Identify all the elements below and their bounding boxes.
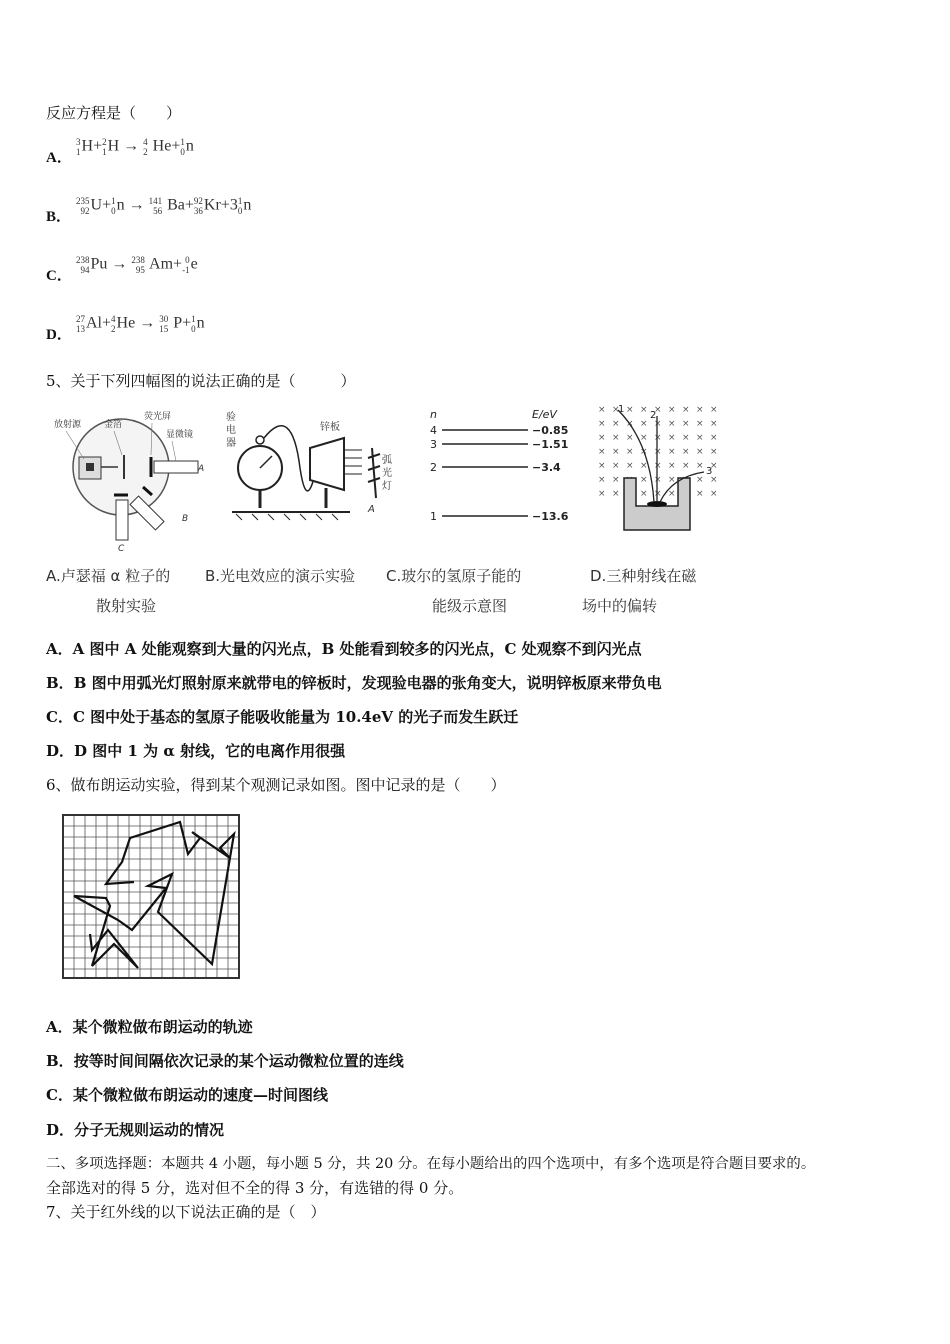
- plus-sign: +: [93, 137, 103, 155]
- field-cross: ×: [626, 419, 634, 429]
- field-cross: ×: [654, 475, 662, 485]
- caption-c-line1: C.玻尔的氢原子能的: [386, 567, 522, 585]
- field-cross: ×: [682, 461, 690, 471]
- q5-option-d[interactable]: [46, 741, 345, 761]
- field-cross: ×: [696, 461, 704, 471]
- field-cross: ×: [668, 447, 676, 457]
- field-cross: ×: [668, 475, 676, 485]
- field-cross: ×: [710, 405, 718, 415]
- q5-option-a[interactable]: [46, 639, 642, 659]
- element-symbol: Ba: [163, 196, 185, 214]
- atomic-number: 0: [191, 324, 196, 334]
- nuclide: [180, 137, 194, 157]
- element-symbol: e: [190, 255, 198, 273]
- q6-stem: 6、做布朗运动实验，得到某个观测记录如图。图中记录的是（ ）: [46, 776, 506, 794]
- plus-sign: +: [171, 137, 181, 155]
- nuclide: [182, 255, 198, 275]
- field-cross: ×: [626, 447, 634, 457]
- q6-option-b-text: 按等时间间隔依次记录的某个运动微粒位置的连线: [73, 1052, 404, 1070]
- plus-sign: +: [173, 255, 183, 273]
- element-symbol: He: [116, 314, 136, 332]
- field-cross: ×: [682, 447, 690, 457]
- atomic-number: 1: [76, 147, 81, 157]
- figure-rays-magnetic: [592, 402, 722, 532]
- q5-option-b[interactable]: [46, 673, 662, 693]
- element-symbol: P: [169, 314, 183, 332]
- q6-option-c[interactable]: [46, 1085, 328, 1105]
- level-energy-label: −1.51: [532, 438, 569, 451]
- mass-number: 30: [159, 314, 169, 324]
- reaction-arrow: →: [119, 137, 144, 155]
- caption-a-line1: A.卢瑟福 α 粒子的: [46, 567, 171, 585]
- field-cross: ×: [654, 419, 662, 429]
- mass-number: 1: [191, 314, 196, 324]
- field-cross: ×: [640, 461, 648, 471]
- field-cross: ×: [654, 447, 662, 457]
- nuclide: [159, 314, 182, 334]
- figure-brownian-grid: [62, 814, 242, 980]
- field-cross: ×: [710, 475, 718, 485]
- caption-c-line2: 能级示意图: [432, 597, 508, 615]
- caption-a-line2: 散射实验: [96, 597, 157, 615]
- q5-option-c[interactable]: [46, 707, 518, 727]
- q4-option-c-label[interactable]: C．: [46, 268, 72, 284]
- q5-option-a-text: A 图中 A 处能观察到大量的闪光点，B 处能看到较多的闪光点，C 处观察不到闪光点: [72, 640, 642, 658]
- label-c: C: [118, 544, 125, 554]
- level-n-label: 2: [430, 461, 437, 474]
- field-cross: ×: [696, 419, 704, 429]
- q5-option-d-label: D．: [46, 742, 75, 760]
- q6-option-c-label: C．: [46, 1086, 73, 1104]
- field-cross: ×: [640, 433, 648, 443]
- label-foil: 金箔: [104, 420, 123, 430]
- element-symbol: He: [148, 137, 172, 155]
- nuclide: [149, 196, 185, 216]
- atomic-number: 13: [76, 324, 85, 334]
- q7-stem: 7、关于红外线的以下说法正确的是（ ）: [46, 1203, 326, 1221]
- magnetic-field-crosses: [598, 405, 718, 499]
- field-cross: ×: [696, 405, 704, 415]
- mass-number: 2: [102, 137, 107, 147]
- q5-stem: 5、关于下列四幅图的说法正确的是（ ）: [46, 372, 356, 390]
- label-n: n: [430, 408, 437, 421]
- caption-d-line1: D.三种射线在磁: [590, 567, 697, 585]
- reaction-arrow: →: [124, 196, 149, 214]
- field-cross: ×: [612, 461, 620, 471]
- q6-option-d[interactable]: [46, 1120, 224, 1140]
- field-cross: ×: [626, 405, 634, 415]
- field-cross: ×: [612, 447, 620, 457]
- label-lamp-a: A: [368, 504, 375, 515]
- figure-energy-levels: [420, 404, 580, 530]
- q4-option-b-label[interactable]: B．: [46, 209, 72, 225]
- label-microscope: 显微镜: [166, 430, 194, 440]
- field-cross: ×: [598, 419, 606, 429]
- element-symbol: n: [116, 196, 125, 214]
- nuclide: [102, 137, 119, 157]
- mass-number: 4: [111, 314, 116, 324]
- q5-option-b-text: B 图中用弧光灯照射原来就带电的锌板时，发现验电器的张角变大，说明锌板原来带负电: [73, 674, 662, 692]
- field-cross: ×: [696, 475, 704, 485]
- mass-number: 1: [180, 137, 185, 147]
- plus-sign: +: [102, 196, 112, 214]
- mass-number: 238: [131, 255, 145, 265]
- field-cross: ×: [640, 405, 648, 415]
- nuclide: [111, 196, 125, 216]
- atomic-number: 0: [237, 206, 243, 216]
- q6-option-d-label: D．: [46, 1121, 75, 1139]
- atomic-number: 36: [193, 206, 203, 216]
- field-cross: ×: [668, 461, 676, 471]
- q6-option-a-label: A．: [46, 1018, 73, 1036]
- field-cross: ×: [626, 433, 634, 443]
- plus-sign: +: [184, 196, 194, 214]
- field-cross: ×: [682, 405, 690, 415]
- label-screen: 荧光屏: [144, 412, 172, 422]
- field-cross: ×: [598, 447, 606, 457]
- field-cross: ×: [696, 447, 704, 457]
- atomic-number: 2: [111, 324, 116, 334]
- label-electroscope-1: 验: [226, 412, 236, 423]
- q6-option-c-text: 某个微粒做布朗运动的速度—时间图线: [72, 1086, 328, 1104]
- mass-number: 141: [148, 196, 163, 206]
- field-cross: ×: [696, 489, 704, 499]
- plus-sign: +: [220, 196, 230, 214]
- label-arc-lamp-2: 光: [382, 468, 392, 479]
- atomic-number: 1: [102, 147, 107, 157]
- q4-option-d-label[interactable]: D．: [46, 327, 72, 343]
- mass-number: 92: [193, 196, 203, 206]
- mass-number: 235: [76, 196, 90, 206]
- q6-option-b[interactable]: [46, 1051, 404, 1071]
- field-cross: ×: [612, 405, 620, 415]
- field-cross: ×: [640, 419, 648, 429]
- field-cross: ×: [612, 489, 620, 499]
- nuclide: [191, 314, 205, 334]
- nuclide: [143, 137, 171, 157]
- field-cross: ×: [598, 433, 606, 443]
- field-cross: ×: [598, 461, 606, 471]
- field-cross: ×: [710, 461, 718, 471]
- mass-number: 1: [237, 196, 243, 206]
- element-symbol: Am: [145, 255, 174, 273]
- reaction-arrow: →: [135, 314, 160, 332]
- field-cross: ×: [710, 447, 718, 457]
- caption-b-line1: B.光电效应的演示实验: [205, 567, 356, 585]
- field-cross: ×: [640, 489, 648, 499]
- nuclide: [76, 196, 102, 216]
- field-cross: ×: [710, 433, 718, 443]
- figure-rutherford: [46, 405, 206, 555]
- field-cross: ×: [654, 461, 662, 471]
- q6-option-a[interactable]: [46, 1017, 253, 1037]
- plus-sign: +: [182, 314, 192, 332]
- field-cross: ×: [626, 461, 634, 471]
- brownian-path: [74, 822, 234, 968]
- atomic-number: 92: [80, 206, 90, 216]
- level-n-label: 1: [430, 510, 437, 523]
- label-a: A: [198, 464, 205, 474]
- section2-line2: 全部选对的得 5 分，选对但不全的得 3 分，有选错的得 0 分。: [46, 1179, 464, 1197]
- field-cross: ×: [668, 419, 676, 429]
- label-arc-lamp-3: 灯: [382, 481, 392, 492]
- field-cross: ×: [612, 475, 620, 485]
- q5-option-c-text: C 图中处于基态的氢原子能吸收能量为 10.4eV 的光子而发生跃迁: [72, 708, 519, 726]
- field-cross: ×: [682, 433, 690, 443]
- reaction-arrow: →: [107, 255, 132, 273]
- q6-option-d-text: 分子无规则运动的情况: [74, 1121, 225, 1139]
- mass-number: 0: [185, 255, 190, 265]
- label-source: 放射源: [54, 420, 82, 430]
- atomic-number: 0: [111, 206, 116, 216]
- q5-option-c-label: C．: [46, 708, 73, 726]
- element-symbol: H: [107, 137, 120, 155]
- atomic-number: 56: [153, 206, 163, 216]
- q5-option-d-text: D 图中 1 为 α 射线，它的电离作用很强: [74, 742, 346, 760]
- label-electroscope-3: 器: [226, 438, 236, 449]
- level-energy-label: −13.6: [532, 510, 569, 523]
- field-cross: ×: [710, 489, 718, 499]
- field-cross: ×: [696, 433, 704, 443]
- section2-line1: 二、多项选择题：本题共 4 小题，每小题 5 分，共 20 分。在每小题给出的四个选项中，有多个选项是符合题目要求的。: [46, 1156, 816, 1172]
- field-cross: ×: [598, 475, 606, 485]
- nuclide: [76, 137, 93, 157]
- field-cross: ×: [668, 489, 676, 499]
- field-cross: ×: [640, 475, 648, 485]
- field-cross: ×: [612, 433, 620, 443]
- label-arc-lamp-1: 弧: [382, 455, 392, 466]
- q5-option-b-label: B．: [46, 674, 74, 692]
- field-cross: ×: [598, 405, 606, 415]
- level-energy-label: −3.4: [532, 461, 561, 474]
- atomic-number: 0: [180, 147, 185, 157]
- element-symbol: n: [243, 196, 252, 214]
- field-cross: ×: [654, 489, 662, 499]
- q4-option-a-label[interactable]: A．: [46, 150, 72, 166]
- ray-3-label: 3: [706, 466, 713, 477]
- q5-option-a-label: A．: [46, 640, 73, 658]
- field-cross: ×: [710, 419, 718, 429]
- atomic-number: 15: [159, 324, 169, 334]
- atomic-number: 95: [135, 265, 145, 275]
- field-cross: ×: [668, 405, 676, 415]
- field-cross: ×: [654, 405, 662, 415]
- nuclide: [76, 255, 107, 275]
- nuclide: [194, 196, 221, 216]
- q4-option-d-equation: [76, 314, 205, 334]
- nuclide: [230, 196, 252, 216]
- plus-sign: +: [102, 314, 112, 332]
- field-cross: ×: [668, 433, 676, 443]
- nuclide: [131, 255, 173, 275]
- nuclide: [76, 314, 102, 334]
- label-electroscope-2: 电: [226, 425, 236, 436]
- element-symbol: H: [81, 137, 94, 155]
- mass-number: 3: [76, 137, 81, 147]
- element-symbol: n: [185, 137, 194, 155]
- field-cross: ×: [654, 433, 662, 443]
- label-energy-unit: E/eV: [532, 408, 557, 421]
- mass-number: 4: [143, 137, 148, 147]
- ray-1-label: 1: [618, 404, 625, 415]
- mass-number: 27: [76, 314, 85, 324]
- element-symbol: Kr: [203, 196, 221, 214]
- ray-2-label: 2: [650, 410, 657, 421]
- atomic-number: 2: [143, 147, 148, 157]
- atomic-number: 94: [80, 265, 90, 275]
- figure-photoelectric: [222, 408, 402, 530]
- field-cross: ×: [640, 447, 648, 457]
- energy-levels-group: [430, 424, 569, 523]
- q4-option-a-equation: [76, 137, 194, 157]
- element-symbol: Pu: [90, 255, 108, 273]
- level-n-label: 4: [430, 424, 437, 437]
- label-b: B: [182, 514, 189, 524]
- mass-number: 238: [76, 255, 90, 265]
- q4-option-c-equation: [76, 255, 198, 275]
- q4-stem: 反应方程是（ ）: [46, 104, 182, 122]
- field-cross: ×: [612, 419, 620, 429]
- field-cross: ×: [682, 419, 690, 429]
- q4-option-b-equation: [76, 196, 251, 216]
- field-cross: ×: [598, 489, 606, 499]
- mass-number: 1: [111, 196, 116, 206]
- element-symbol: U: [90, 196, 103, 214]
- label-zinc-plate: 锌板: [320, 422, 340, 433]
- atomic-number: -1: [182, 265, 190, 275]
- element-symbol: n: [196, 314, 205, 332]
- coefficient: 3: [229, 196, 238, 214]
- level-energy-label: −0.85: [532, 424, 569, 437]
- element-symbol: Al: [86, 314, 102, 332]
- q6-option-a-text: 某个微粒做布朗运动的轨迹: [72, 1018, 253, 1036]
- level-n-label: 3: [430, 438, 437, 451]
- nuclide: [111, 314, 135, 334]
- q6-option-b-label: B．: [46, 1052, 74, 1070]
- caption-d-line2: 场中的偏转: [582, 597, 658, 615]
